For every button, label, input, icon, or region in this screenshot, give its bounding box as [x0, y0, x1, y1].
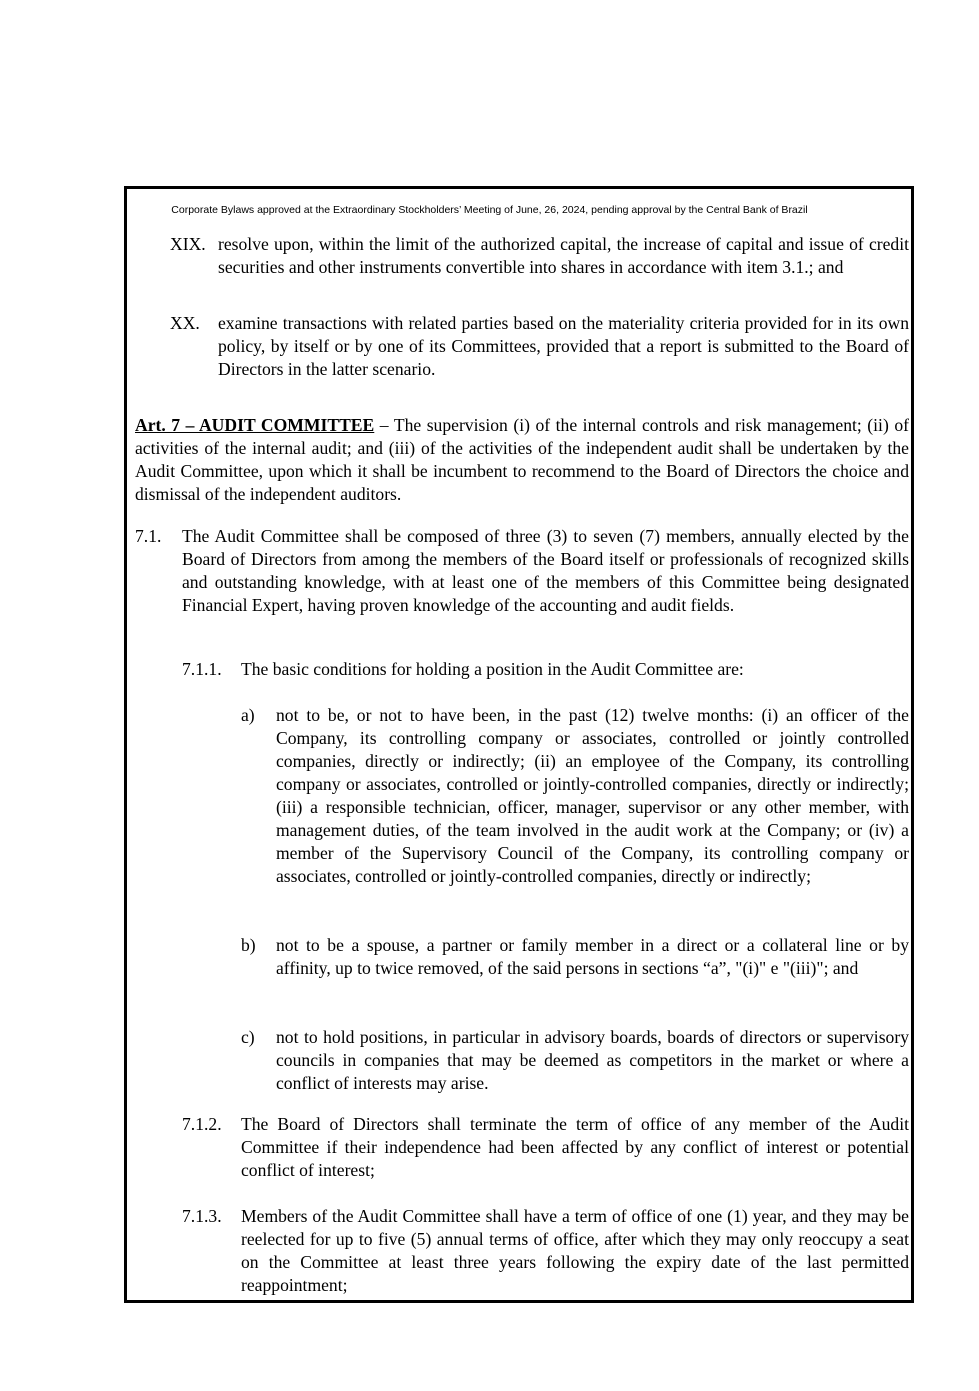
- article-7-text: – The supervision (i) of the internal controls and risk management; (ii) of activities of the internal audit; and (iii) of the activities of the independent audit shall be undertaken by the Audit Committee, upon which it shall be incumbent to recommend to the Board of Directors the choice and dismissal of the independent auditors.: [135, 415, 909, 504]
- condition-letter-a: a): [241, 705, 255, 725]
- item-number-xx: XX.: [170, 313, 200, 333]
- section-number-7-1-2: 7.1.2.: [182, 1114, 222, 1134]
- article-7-paragraph: [135, 414, 909, 506]
- page-header: Corporate Bylaws approved at the Extraordinary Stockholders’ Meeting of June, 26, 2024, pending approval by the Central Bank of Brazil: [171, 204, 808, 216]
- condition-text-c: not to hold positions, in particular in advisory boards, boards of directors or supervisory councils in companies that may be deemed as competitors in the market or where a conflict of interests may arise.: [276, 1027, 909, 1093]
- section-number-7-1: 7.1.: [135, 526, 162, 546]
- section-number-7-1-3: 7.1.3.: [182, 1206, 222, 1226]
- section-text-7-1: The Audit Committee shall be composed of three (3) to seven (7) members, annually elected by the Board of Directors from among the members of the Board itself or professionals of recognized skills and outstanding knowledge, with at least one of the members of this Committee being designated Financial Expert, having proven knowledge of the accounting and audit fields.: [182, 526, 909, 615]
- section-number-7-1-1: 7.1.1.: [182, 659, 222, 679]
- condition-text-a: not to be, or not to have been, in the past (12) twelve months: (i) an officer of the Company, its controlling company or associates, controlled or jointly controlled companies, directly or indirectly; (ii) an employee of the Company, its controlling company or associates, controlled or jointly-controlled companies, directly or indirectly; (iii) a responsible technician, officer, manager, supervisor or any other member, with management duties, of the team involved in the audit work at the Company; or (iv) a member of the Supervisory Council of the Company, its controlling company or associates, controlled or jointly-controlled companies, directly or indirectly;: [276, 705, 909, 886]
- item-text-xix: resolve upon, within the limit of the authorized capital, the increase of capital and issue of credit securities and other instruments convertible into shares in accordance with item 3.1.; and: [218, 234, 909, 277]
- article-7-title: Art. 7 – AUDIT COMMITTEE: [135, 415, 375, 435]
- condition-text-b: not to be a spouse, a partner or family member in a direct or a collateral line or by affinity, up to twice removed, of the said persons in sections “a”, "(i)" e "(iii)"; and: [276, 935, 909, 978]
- condition-letter-c: c): [241, 1027, 255, 1047]
- item-text-xx: examine transactions with related parties based on the materiality criteria provided for in its own policy, by itself or by one of its Committees, provided that a report is submitted to the Board of Directors in the latter scenario.: [218, 313, 909, 379]
- section-text-7-1-2: The Board of Directors shall terminate the term of office of any member of the Audit Committee if their independence had been affected by any conflict of interest or potential conflict of interest;: [241, 1114, 909, 1180]
- section-text-7-1-3: Members of the Audit Committee shall have a term of office of one (1) year, and they may be reelected for up to five (5) annual terms of office, after which they may only reoccupy a seat on the Committee at least three years following the expiry date of the last permitted reappointment;: [241, 1206, 909, 1295]
- condition-letter-b: b): [241, 935, 256, 955]
- item-number-xix: XIX.: [170, 234, 206, 254]
- section-text-7-1-1: The basic conditions for holding a position in the Audit Committee are:: [241, 659, 744, 679]
